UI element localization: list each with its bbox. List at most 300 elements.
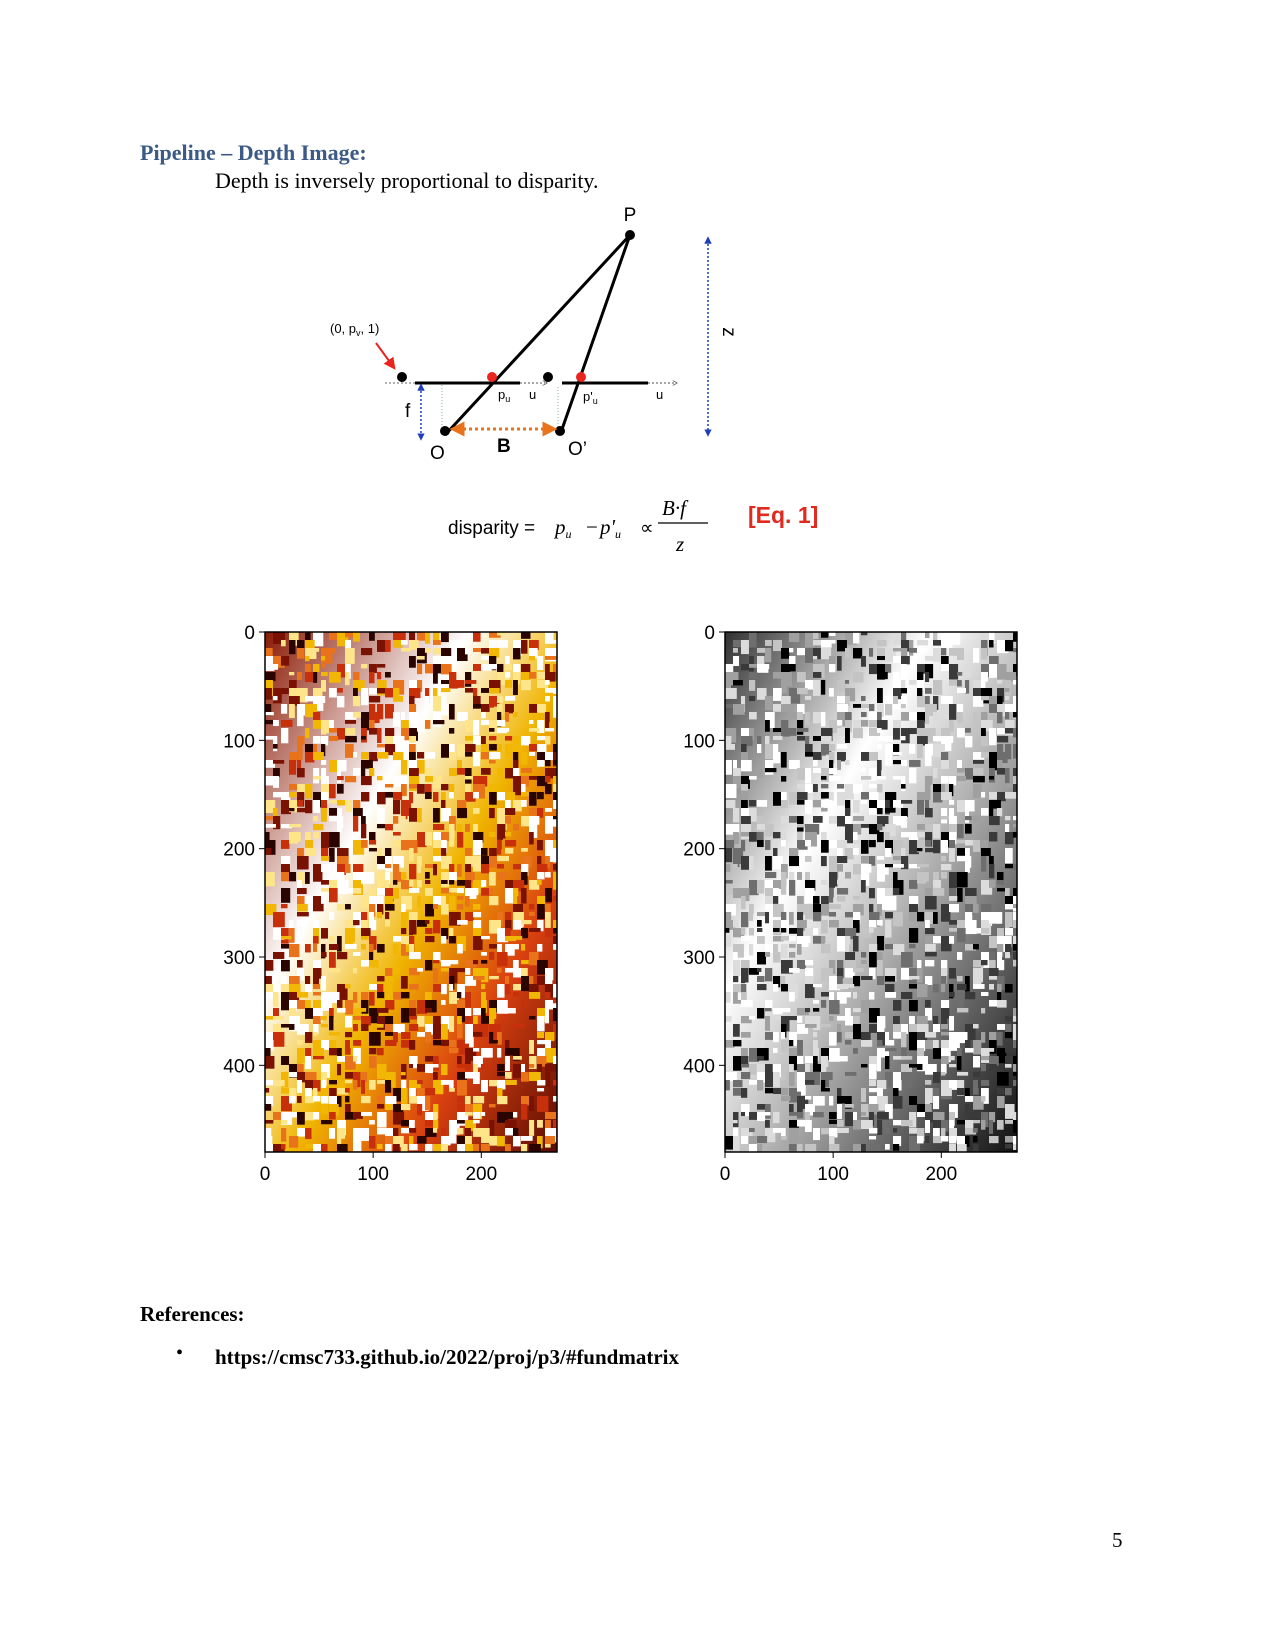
heatmap-cell: [837, 856, 847, 863]
heatmap-cell: [877, 960, 883, 976]
heatmap-cell: [821, 896, 829, 905]
heatmap-cell: [449, 1040, 456, 1047]
heatmap-cell: [949, 704, 956, 720]
heatmap-cell: [321, 728, 326, 735]
heatmap-cell: [401, 976, 408, 989]
heatmap-cell: [837, 744, 847, 749]
heatmap-cell: [773, 752, 780, 763]
heatmap-cell: [273, 760, 284, 764]
heatmap-cell: [813, 632, 818, 639]
heatmap-cell: [981, 1096, 985, 1102]
heatmap-cell: [305, 752, 314, 762]
heatmap-cell: [877, 1112, 889, 1120]
heatmap-cell: [741, 1144, 749, 1152]
heatmap-cell: [981, 1008, 985, 1013]
heatmap-cell: [369, 944, 374, 952]
heatmap-cell: [457, 1144, 466, 1152]
heatmap-cell: [989, 1064, 996, 1071]
page-number: 5: [1112, 1528, 1123, 1552]
heatmap-cell: [265, 1048, 271, 1057]
heatmap-cell: [773, 896, 778, 904]
heatmap-cell: [997, 1032, 1003, 1046]
heatmap-cell: [821, 752, 826, 756]
label-u-left: u: [529, 387, 537, 402]
heatmap-cell: [441, 1064, 447, 1075]
heatmap-cell: [989, 920, 999, 924]
heatmap-cell: [765, 912, 769, 923]
heatmap-cell: [473, 1112, 481, 1119]
heatmap-cell: [1005, 688, 1009, 692]
heatmap-cell: [329, 720, 334, 729]
heatmap-cell: [273, 768, 280, 777]
heatmap-cell: [901, 680, 905, 688]
heatmap-cell: [997, 880, 1004, 885]
heatmap-cell: [765, 768, 776, 772]
heatmap-cell: [409, 1040, 415, 1050]
heatmap-cell: [465, 968, 470, 975]
heatmap-cell: [773, 736, 782, 740]
heatmap-cell: [353, 992, 357, 1003]
heatmap-cell: [297, 800, 303, 807]
heatmap-cell: [305, 1096, 314, 1103]
heatmap-cell: [497, 1048, 501, 1058]
heatmap-cell: [1005, 952, 1010, 958]
heatmap-cell: [457, 888, 464, 893]
heatmap-cell: [489, 976, 499, 979]
heatmap-cell: [393, 1024, 405, 1033]
heatmap-cell: [933, 1024, 940, 1032]
heatmap-cell: [973, 760, 984, 764]
y-tick-label: 200: [223, 839, 255, 861]
heatmap-cell: [749, 672, 757, 679]
heatmap-cell: [265, 672, 276, 681]
heatmap-cell: [933, 1072, 940, 1083]
heatmap-cell: [537, 1080, 545, 1086]
heatmap-cell: [457, 712, 468, 721]
heatmap-cell: [521, 752, 528, 765]
heatmap-cell: [353, 816, 358, 832]
heatmap-cell: [957, 688, 966, 693]
heatmap-cell: [529, 672, 536, 679]
heatmap-cell: [725, 1072, 737, 1081]
heatmap-cell: [297, 904, 308, 912]
heatmap-cell: [853, 1032, 862, 1039]
heatmap-cell: [329, 888, 338, 902]
heatmap-cell: [973, 1128, 978, 1133]
heatmap-cell: [321, 1144, 328, 1152]
heatmap-cell: [345, 776, 356, 782]
heatmap-cell: [765, 1032, 774, 1040]
heatmap-cell: [465, 752, 472, 757]
heatmap-cell: [861, 712, 867, 717]
heatmap-cell: [725, 800, 735, 808]
heatmap-cell: [973, 1136, 977, 1142]
heatmap-cell: [513, 1024, 525, 1028]
heatmap-cell: [805, 696, 811, 700]
heatmap-cell: [749, 680, 755, 691]
heatmap-cell: [941, 648, 946, 655]
heatmap-cell: [313, 984, 320, 989]
heatmap-cell: [377, 912, 382, 918]
heatmap-cell: [449, 728, 454, 734]
heatmap-cell: [305, 784, 312, 799]
intro-text: Depth is inversely proportional to disparity.: [215, 168, 599, 193]
heatmap-cell: [757, 936, 765, 944]
heatmap-cell: [545, 688, 553, 693]
heatmap-cell: [941, 1024, 948, 1029]
heatmap-cell: [521, 640, 527, 654]
heatmap-cell: [989, 1048, 994, 1052]
heatmap-cell: [941, 808, 947, 823]
heatmap-cell: [377, 1016, 386, 1030]
heatmap-cell: [877, 1080, 886, 1089]
heatmap-cell: [281, 936, 291, 939]
heatmap-cell: [1005, 1088, 1012, 1095]
heatmap-cell: [433, 792, 438, 802]
heatmap-cell: [337, 768, 341, 783]
heatmap-cell: [489, 744, 497, 751]
heatmap-cell: [1005, 640, 1013, 651]
heatmap-cell: [925, 960, 934, 966]
heatmap-cell: [305, 944, 311, 952]
heatmap-cell: [981, 1120, 985, 1130]
heatmap-cell: [289, 944, 299, 957]
heatmap-cell: [1005, 792, 1016, 799]
heatmap-cell: [529, 904, 534, 910]
heatmap-cell: [273, 744, 278, 749]
heatmap-cell: [545, 1072, 550, 1087]
heatmap-cell: [845, 680, 849, 684]
heatmap-cell: [457, 944, 463, 953]
heatmap-cell: [361, 1128, 369, 1141]
heatmap-cell: [465, 1064, 471, 1070]
reference-link[interactable]: https://cmsc733.github.io/2022/proj/p3/#fundmatrix: [215, 1345, 679, 1369]
heatmap-cell: [957, 760, 962, 769]
heatmap-cell: [965, 664, 971, 677]
heatmap-cell: [949, 1056, 955, 1060]
heatmap-cell: [273, 912, 285, 927]
heatmap-cell: [853, 968, 864, 972]
heatmap-cell: [385, 1136, 394, 1145]
heatmap-cell: [449, 888, 457, 893]
heatmap-cell: [965, 816, 972, 820]
heatmap-cell: [529, 792, 537, 806]
heatmap-cell: [369, 840, 376, 845]
heatmap-cell: [417, 752, 424, 759]
heatmap-cell: [265, 656, 274, 671]
heatmap-cell: [369, 1080, 376, 1090]
heatmap-cell: [401, 1072, 406, 1075]
heatmap-cell: [297, 936, 304, 945]
heatmap-cell: [925, 1096, 930, 1104]
heatmap-cell: [901, 704, 906, 708]
heatmap-cell: [433, 904, 438, 909]
heatmap-cell: [537, 904, 545, 919]
heatmap-cell: [505, 1128, 513, 1135]
heatmap-cell: [981, 1032, 985, 1043]
heatmap-cell: [409, 1144, 418, 1150]
heatmap-cell: [449, 768, 457, 776]
heatmap-cell: [337, 1056, 346, 1062]
disparity-map-hot: [195, 622, 675, 1242]
heatmap-cell: [869, 992, 874, 1000]
heatmap-cell: [473, 976, 485, 980]
heatmap-cell: [733, 808, 739, 822]
heatmap-cell: [505, 840, 516, 847]
heatmap-cell: [505, 664, 512, 670]
heatmap-cell: [845, 936, 850, 944]
y-tick-label: 100: [223, 731, 255, 753]
heatmap-cell: [885, 944, 894, 949]
heatmap-cell: [449, 960, 458, 964]
heatmap-cell: [409, 712, 420, 723]
heatmap-cell: [781, 936, 789, 941]
heatmap-cell: [537, 944, 542, 952]
heatmap-cell: [869, 1128, 877, 1134]
heatmap-cell: [949, 848, 955, 862]
heatmap-cell: [393, 792, 402, 800]
heatmap-cell: [789, 1072, 795, 1086]
heatmap-cell: [789, 936, 796, 941]
heatmap-cell: [281, 1128, 286, 1142]
heatmap-cell: [433, 712, 441, 727]
heatmap-cell: [821, 1080, 825, 1088]
heatmap-cell: [909, 728, 917, 734]
heatmap-cell: [409, 984, 419, 990]
heatmap-cell: [545, 776, 550, 782]
heatmap-cell: [425, 720, 430, 729]
heatmap-cell: [481, 952, 487, 956]
heatmap-cell: [361, 824, 366, 838]
heatmap-cell: [457, 904, 463, 910]
heatmap-cell: [489, 792, 497, 805]
heatmap-cell: [749, 912, 753, 921]
heatmap-cell: [385, 688, 394, 697]
label-u-right: u: [656, 387, 664, 402]
heatmap-cell: [1005, 1016, 1012, 1021]
heatmap-cell: [425, 1144, 433, 1152]
heatmap-cell: [393, 880, 397, 885]
heatmap-cell: [321, 1016, 327, 1020]
heatmap-cell: [741, 1056, 748, 1065]
heatmap-cell: [441, 832, 450, 841]
heatmap-cell: [505, 832, 511, 836]
heatmap-cell: [861, 656, 866, 667]
heatmap-cell: [941, 912, 950, 922]
heatmap-cell: [917, 984, 927, 997]
heatmap-cell: [481, 1112, 485, 1116]
heatmap-cell: [805, 1120, 812, 1132]
heatmap-cell: [385, 896, 393, 905]
heatmap-cell: [441, 848, 446, 856]
heatmap-cell: [949, 1136, 957, 1144]
label-pu: $p_u$: [498, 387, 511, 404]
heatmap-cell: [853, 800, 860, 813]
heatmap-cell: [329, 944, 339, 950]
heatmap-cell: [537, 976, 546, 985]
heatmap-cell: [781, 752, 787, 768]
heatmap-cell: [925, 1120, 930, 1133]
heatmap-cell: [757, 800, 767, 807]
heatmap-cell: [497, 808, 505, 817]
heatmap-cell: [973, 712, 978, 725]
heatmap-cell: [989, 736, 996, 745]
heatmap-cell: [385, 1040, 397, 1046]
heatmap-cell: [981, 1080, 989, 1086]
heatmap-cell: [441, 1024, 448, 1039]
heatmap-cell: [313, 832, 319, 839]
heatmap-cell: [545, 888, 552, 902]
heatmap-cell: [765, 1112, 771, 1115]
heatmap-cell: [425, 904, 434, 916]
heatmap-cell: [337, 728, 345, 740]
heatmap-cell: [997, 1024, 1005, 1030]
heatmap-cell: [521, 736, 530, 745]
heatmap-cell: [369, 720, 375, 729]
heatmap-cell: [821, 784, 828, 788]
heatmap-cell: [885, 928, 892, 938]
heatmap-cell: [465, 1096, 471, 1105]
heatmap-cell: [909, 1000, 918, 1011]
equation-minus: −: [586, 515, 598, 539]
heatmap-cell: [281, 656, 289, 666]
heatmap-cell: [401, 1064, 406, 1079]
heatmap-cell: [457, 808, 467, 818]
heatmap-cell: [837, 896, 845, 902]
heatmap-cell: [417, 864, 421, 873]
heatmap-cell: [305, 1112, 314, 1120]
heatmap-cell: [949, 632, 960, 645]
heatmap-cell: [305, 1056, 311, 1069]
heatmap-cell: [829, 856, 837, 865]
heatmap-cell: [725, 744, 735, 750]
heatmap-cell: [757, 768, 762, 777]
heatmap-cell: [321, 864, 331, 872]
heatmap-cell: [933, 1112, 945, 1120]
heatmap-cell: [393, 1144, 400, 1152]
heatmap-cell: [297, 744, 303, 760]
heatmap-cell: [757, 912, 766, 916]
heatmap-cell: [433, 1072, 438, 1080]
heatmap-cell: [885, 896, 896, 910]
heatmap-cell: [425, 864, 434, 868]
heatmap-cell: [733, 768, 741, 776]
heatmap-cell: [813, 912, 821, 921]
heatmap-cell: [401, 1104, 410, 1110]
heatmap-cell: [837, 760, 841, 770]
equation-lhs: disparity =: [448, 518, 536, 539]
heatmap-cell: [265, 824, 276, 828]
heatmap-cell: [345, 944, 357, 949]
heatmap-cell: [797, 792, 808, 800]
heatmap-cell: [973, 776, 985, 782]
heatmap-cell: [289, 760, 296, 775]
heatmap-cell: [273, 776, 279, 788]
heatmap-cell: [757, 1056, 764, 1060]
heatmap-cell: [529, 928, 541, 932]
heatmap-cell: [433, 1056, 439, 1071]
heatmap-cell: [957, 712, 963, 723]
heatmap-cell: [457, 680, 465, 688]
heatmap-cell: [449, 792, 454, 798]
heatmap-cell: [321, 1120, 332, 1124]
heatmap-cell: [521, 784, 526, 793]
heatmap-cell: [369, 1120, 375, 1124]
heatmap-cell: [377, 992, 384, 998]
heatmap-cell: [401, 720, 409, 728]
heatmap-cell: [497, 640, 508, 648]
heatmap-cell: [741, 936, 751, 941]
heatmap-cell: [877, 832, 884, 842]
heatmap-cell: [537, 880, 542, 885]
heatmap-cell: [997, 736, 1008, 742]
heatmap-cell: [321, 896, 326, 904]
heatmap-cell: [957, 992, 964, 1008]
heatmap-cell: [757, 840, 764, 847]
heatmap-cell: [989, 776, 994, 780]
heatmap-cell: [861, 976, 873, 980]
heatmap-cell: [869, 928, 874, 933]
heatmap-cell: [521, 984, 530, 991]
heatmap-cell: [473, 1120, 480, 1123]
heatmap-cell: [949, 664, 958, 680]
heatmap-cell: [465, 992, 471, 1008]
heatmap-cell: [861, 952, 866, 958]
heatmap-cell: [765, 720, 770, 732]
heatmap-cell: [457, 1016, 462, 1025]
heatmap-cell: [901, 1056, 912, 1060]
heatmap-cell: [997, 1072, 1009, 1086]
heatmap-cell: [433, 856, 441, 861]
heatmap-cell: [837, 680, 845, 692]
heatmap-cell: [385, 920, 390, 926]
heatmap-cell: [489, 1032, 493, 1040]
heatmap-cell: [917, 800, 924, 815]
heatmap-cell: [401, 992, 409, 998]
heatmap-cell: [861, 1144, 866, 1152]
heatmap-cell: [321, 928, 328, 939]
heatmap-cell: [821, 736, 832, 741]
heatmap-cell: [465, 848, 472, 856]
heatmap-cell: [417, 968, 423, 972]
heatmap-cell: [313, 648, 319, 652]
heatmap-cell: [805, 800, 812, 814]
heatmap-cell: [933, 984, 939, 992]
heatmap-cell: [797, 1016, 802, 1023]
heatmap-cell: [521, 1000, 526, 1006]
heatmap-cell: [329, 952, 336, 968]
heatmap-cell: [473, 1096, 484, 1103]
heatmap-cell: [321, 952, 327, 957]
heatmap-cell: [425, 1064, 433, 1073]
heatmap-cell: [545, 680, 550, 685]
heatmap-cell: [425, 888, 433, 896]
heatmap-cell: [933, 888, 944, 896]
heatmap-cell: [361, 880, 371, 884]
heatmap-cell: [821, 936, 825, 943]
heatmap-cell: [909, 640, 913, 656]
heatmap-cell: [505, 816, 511, 824]
heatmap-cell: [433, 672, 438, 684]
heatmap-cell: [813, 760, 818, 766]
heatmap-cell: [345, 736, 357, 742]
heatmap-cell: [861, 1088, 866, 1102]
heatmap-cell: [409, 656, 416, 668]
heatmap-cell: [265, 1104, 271, 1111]
heatmap-cell: [433, 920, 440, 933]
heatmap-cell: [385, 672, 391, 678]
heatmap-cell: [805, 712, 810, 726]
